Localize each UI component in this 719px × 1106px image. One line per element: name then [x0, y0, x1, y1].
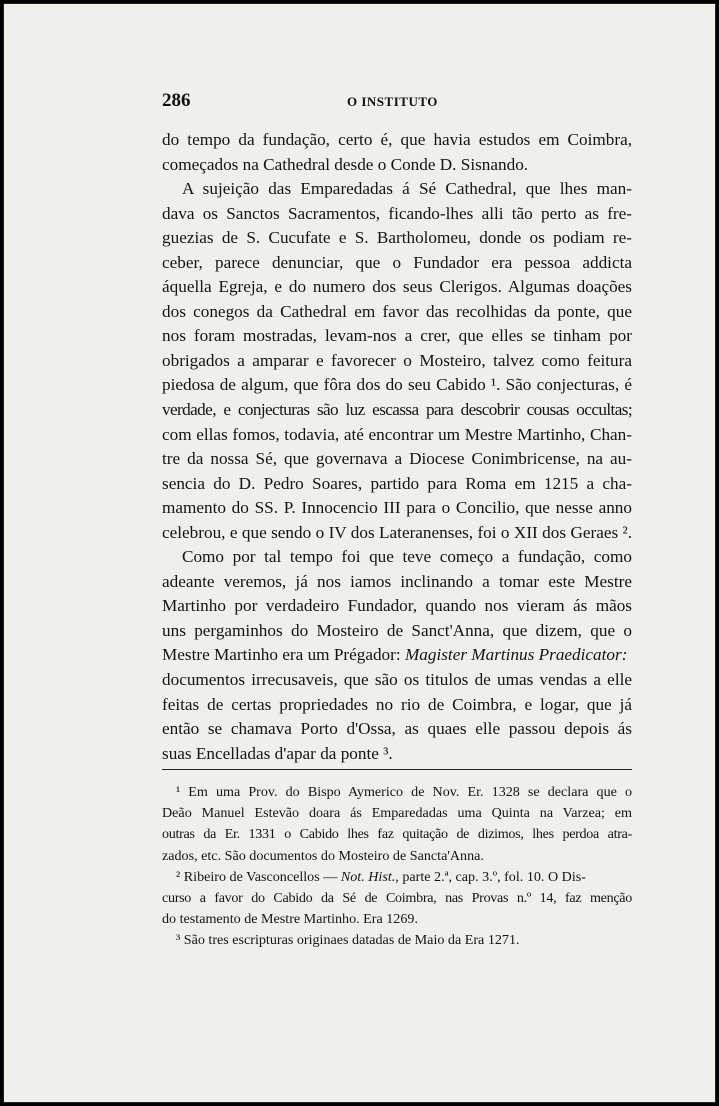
page-number: 286 [162, 90, 191, 111]
footnote-title: Not. Hist. [340, 868, 396, 885]
text-line: com ellas fomos, todavia, até encontrar um Mestre Martinho, Chan- [162, 424, 632, 444]
text-line: feitas de certas propriedades no rio de Coimbra, e logar, que já [162, 694, 632, 714]
text-line: A sujeição das Emparedadas á Sé Cathedral, que lhes man- [182, 179, 632, 199]
text-line: começados na Cathedral desde o Conde D. Sisnando. [162, 154, 529, 174]
text-line: dava os Sanctos Sacramentos, ficando-lhes alli tão perto as fre- [162, 203, 632, 223]
text-line: piedosa de algum, que fôra dos do seu Cabido ¹. São conjecturas, é [162, 375, 632, 395]
footnote-line: ³ São tres escripturas originaes datadas de Maio da Era 1271. [176, 932, 520, 949]
footnote-line: outras da Er. 1331 o Cabido lhes faz quitação de dizimos, lhes perdoa atra- [162, 826, 632, 843]
footnote-line: zados, etc. São documentos do Mosteiro de Sancta'Anna. [162, 847, 484, 864]
footnote-line: curso a favor do Cabido da Sé de Coimbra, nas Provas n.º 14, faz menção [162, 889, 632, 906]
text-line: tre da nossa Sé, que governava a Diocese Conimbricense, na au- [162, 449, 632, 469]
footnote-line-mixed [162, 867, 632, 888]
text-line: guezias de S. Cucufate e S. Bartholomeu, donde os podiam re- [162, 228, 632, 248]
text-line: Como por tal tempo foi que teve começo a fundação, como [182, 547, 632, 567]
text-line: então se chamava Porto d'Ossa, as quaes elle passou depois ás [162, 719, 632, 739]
page-header [162, 90, 632, 114]
text-line: áquella Egreja, e do numero dos seus Clerigos. Algumas doações [162, 277, 632, 297]
text-line: dos conegos da Cathedral em favor das recolhidas da ponte, que [162, 301, 632, 321]
text-line: adeante veremos, já nos iamos inclinando a tomar este Mestre [162, 571, 632, 591]
text-line: do tempo da fundação, certo é, que havia estudos em Coimbra, [162, 130, 632, 149]
book-page [3, 3, 716, 1103]
text-line: uns pergaminhos do Mosteiro de Sanct'Anna, que dizem, que o [162, 620, 632, 640]
footnote-divider [162, 769, 632, 770]
running-head: O INSTITUTO [347, 94, 438, 109]
latin-quote: Magister Martinus Praedicator: [404, 645, 628, 665]
footnote-line: do testamento de Mestre Martinho. Era 1269. [162, 911, 418, 928]
footnotes [162, 782, 632, 952]
text-line: mamento do SS. P. Innocencio III para o Concilio, que nesse anno [162, 498, 632, 518]
text-line: celebrou, e que sendo o IV dos Lateranenses, foi o XII dos Geraes ². [162, 522, 632, 542]
text-line-mixed [162, 643, 632, 668]
text-line: ceber, parece denunciar, que o Fundador era pessoa addicta [162, 252, 632, 272]
text-line: sencia do D. Pedro Soares, partido para Roma em 1215 a cha- [162, 473, 632, 493]
footnote-line: ¹ Em uma Prov. do Bispo Aymerico de Nov. Er. 1328 se declara que o [176, 784, 632, 800]
text-line: nos foram mostradas, levam-nos a crer, que elles se tinham por [162, 326, 632, 346]
text-line: documentos irrecusaveis, que são os titulos de umas vendas a elle [162, 670, 632, 690]
text-segment: Mestre Martinho era um Prégador: [162, 645, 401, 665]
footnote-line: Deão Manuel Estevão doara ás Emparedadas uma Quinta na Varzea; em [162, 805, 632, 822]
text-line: obrigados a amparar e favorecer o Mosteiro, talvez como feitura [162, 350, 632, 370]
text-line: verdade, e conjecturas são luz escassa para descobrir cousas occultas; [162, 400, 632, 420]
text-line: Martinho por verdadeiro Fundador, quando nos vieram ás mãos [162, 596, 632, 616]
main-text [162, 128, 632, 766]
text-line: suas Encelladas d'apar da ponte ³. [162, 743, 393, 763]
footnote-segment: , parte 2.ª, cap. 3.º, fol. 10. O Dis- [395, 868, 586, 885]
footnote-segment: ² Ribeiro de Vasconcellos — [176, 868, 341, 885]
